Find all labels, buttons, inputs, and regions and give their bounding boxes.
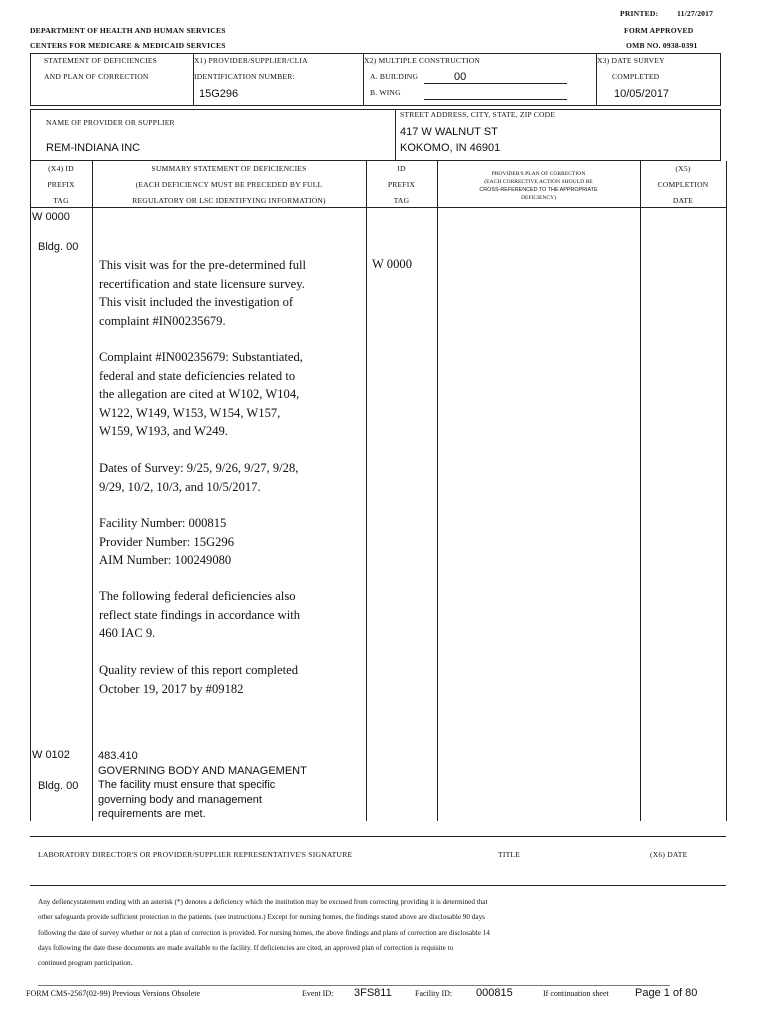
x5-header: (X5) <box>675 164 691 173</box>
address-label: STREET ADDRESS, CITY, STATE, ZIP CODE <box>400 110 556 119</box>
x4-tag: TAG <box>53 196 69 205</box>
plan-subheader: (EACH CORRECTIVE ACTION SHOULD BE <box>484 179 593 185</box>
survey-date: 10/05/2017 <box>614 88 670 100</box>
facility-id-label: Facility ID: <box>415 989 453 998</box>
paragraph-quality: Quality review of this report completed October 19, 2017 by #09182 <box>99 663 298 696</box>
summary-subheader: (EACH DEFICIENCY MUST BE PRECEDED BY FULL <box>135 180 323 189</box>
wing-label: B. WING <box>370 88 401 97</box>
x4-prefix: PREFIX <box>47 180 75 189</box>
provider-name-label: NAME OF PROVIDER OR SUPPLIER <box>46 118 175 127</box>
facility-id: 000815 <box>476 987 513 999</box>
id-prefix: PREFIX <box>387 180 416 189</box>
x3-label-2: COMPLETED <box>612 72 660 81</box>
paragraph-complaint: Complaint #IN00235679: Substantiated, federal and state deficiencies related to the allegation are cited at W102, W104, W122, W149, W153, W154, W157, W159, W193, and W249. <box>99 350 303 439</box>
x1-label-2: IDENTIFICATION NUMBER: <box>194 72 295 81</box>
continuation-label: If continuation sheet <box>543 989 609 998</box>
building-label: A. BUILDING <box>370 72 419 81</box>
bldg-label-1: Bldg. 00 <box>38 241 79 253</box>
plan-header: PROVIDER'S PLAN OF CORRECTION <box>491 171 586 177</box>
event-id: 3FS811 <box>354 987 392 999</box>
disclaimer: Any defiencystatement ending with an asterisk (*) denotes a deficiency which the institution may be excused from correcting providing it is determined that other safeguards provide sufficient protection to the patients. (see instructions.) Except for nursing homes, the findings stated above are disclosable 90 days following the date of survey whether or not a plan of correction is provided. For nursing homes, the above findings and plans of correction are disclosable 14 days following the date these documents are made available to the facility. If deficiencies are cited, an approved plan of correction is requisite to continued program participation. <box>38 898 490 968</box>
building-value: 00 <box>454 71 467 83</box>
summary-subheader-2: REGULATORY OR LSC IDENTIFYING INFORMATION) <box>132 196 326 205</box>
summary-header: SUMMARY STATEMENT OF DEFICIENCIES <box>151 164 307 173</box>
event-id-label: Event ID: <box>302 989 334 998</box>
paragraph-visit: This visit was for the pre-determined full recertification and state licensure survey. This visit included the investigation of complaint #IN00235679. <box>99 258 307 328</box>
city-state-zip: KOKOMO, IN 46901 <box>400 142 501 154</box>
id-tag: TAG <box>393 196 410 205</box>
plan-subheader-2: CROSS-REFERENCED TO THE APPROPRIATE <box>479 187 598 193</box>
printed-label: PRINTED: <box>620 9 659 18</box>
x2-label: X2) MULTIPLE CONSTRUCTION <box>364 56 481 65</box>
title-label: TITLE <box>498 850 521 859</box>
printed-date: 11/27/2017 <box>677 9 714 18</box>
street-address: 417 W WALNUT ST <box>400 126 498 138</box>
id-header: ID <box>397 164 406 173</box>
x4-header: (X4) ID <box>48 164 74 173</box>
centers-title: CENTERS FOR MEDICARE & MEDICAID SERVICES <box>30 41 226 50</box>
statement-label-2: AND PLAN OF CORRECTION <box>44 72 149 81</box>
date-label: (X6) DATE <box>650 850 688 859</box>
x5-completion: COMPLETION <box>657 180 709 189</box>
paragraph-facility: Facility Number: 000815 Provider Number: 15G296 AIM Number: 100249080 <box>99 516 235 568</box>
department-title: DEPARTMENT OF HEALTH AND HUMAN SERVICES <box>30 26 226 35</box>
tag-w0000: W 0000 <box>32 211 70 223</box>
provider-name: REM-INDIANA INC <box>46 142 141 154</box>
omb-number: OMB NO. 0938-0391 <box>626 41 698 50</box>
form-approved: FORM APPROVED <box>624 26 694 35</box>
signature-label: LABORATORY DIRECTOR'S OR PROVIDER/SUPPLIER REPRESENTATIVE'S SIGNATURE <box>38 850 353 859</box>
statement-label-1: STATEMENT OF DEFICIENCIES <box>44 56 158 65</box>
regulation-text: 483.410 GOVERNING BODY AND MANAGEMENT The facility must ensure that specific governing body and management requirements are met. <box>98 750 307 821</box>
x1-label: X1) PROVIDER/SUPPLIER/CLIA <box>194 56 308 65</box>
form-number: FORM CMS-2567(02-99) Previous Versions Obsolete <box>26 989 201 998</box>
x3-label: X3) DATE SURVEY <box>597 56 665 65</box>
tag-w0102: W 0102 <box>32 749 70 761</box>
page-number: Page 1 of 80 <box>635 987 698 999</box>
paragraph-federal: The following federal deficiencies also reflect state findings in accordance with 460 IAC 9. <box>99 589 301 641</box>
paragraph-dates: Dates of Survey: 9/25, 9/26, 9/27, 9/28, 9/29, 10/2, 10/3, and 10/5/2017. <box>99 461 299 494</box>
right-tag-w0000: W 0000 <box>372 257 412 271</box>
clia-number: 15G296 <box>199 88 239 100</box>
x5-date: DATE <box>672 196 694 205</box>
plan-subheader-3: DEFICIENCY) <box>520 195 557 201</box>
bldg-label-2: Bldg. 00 <box>38 780 79 792</box>
